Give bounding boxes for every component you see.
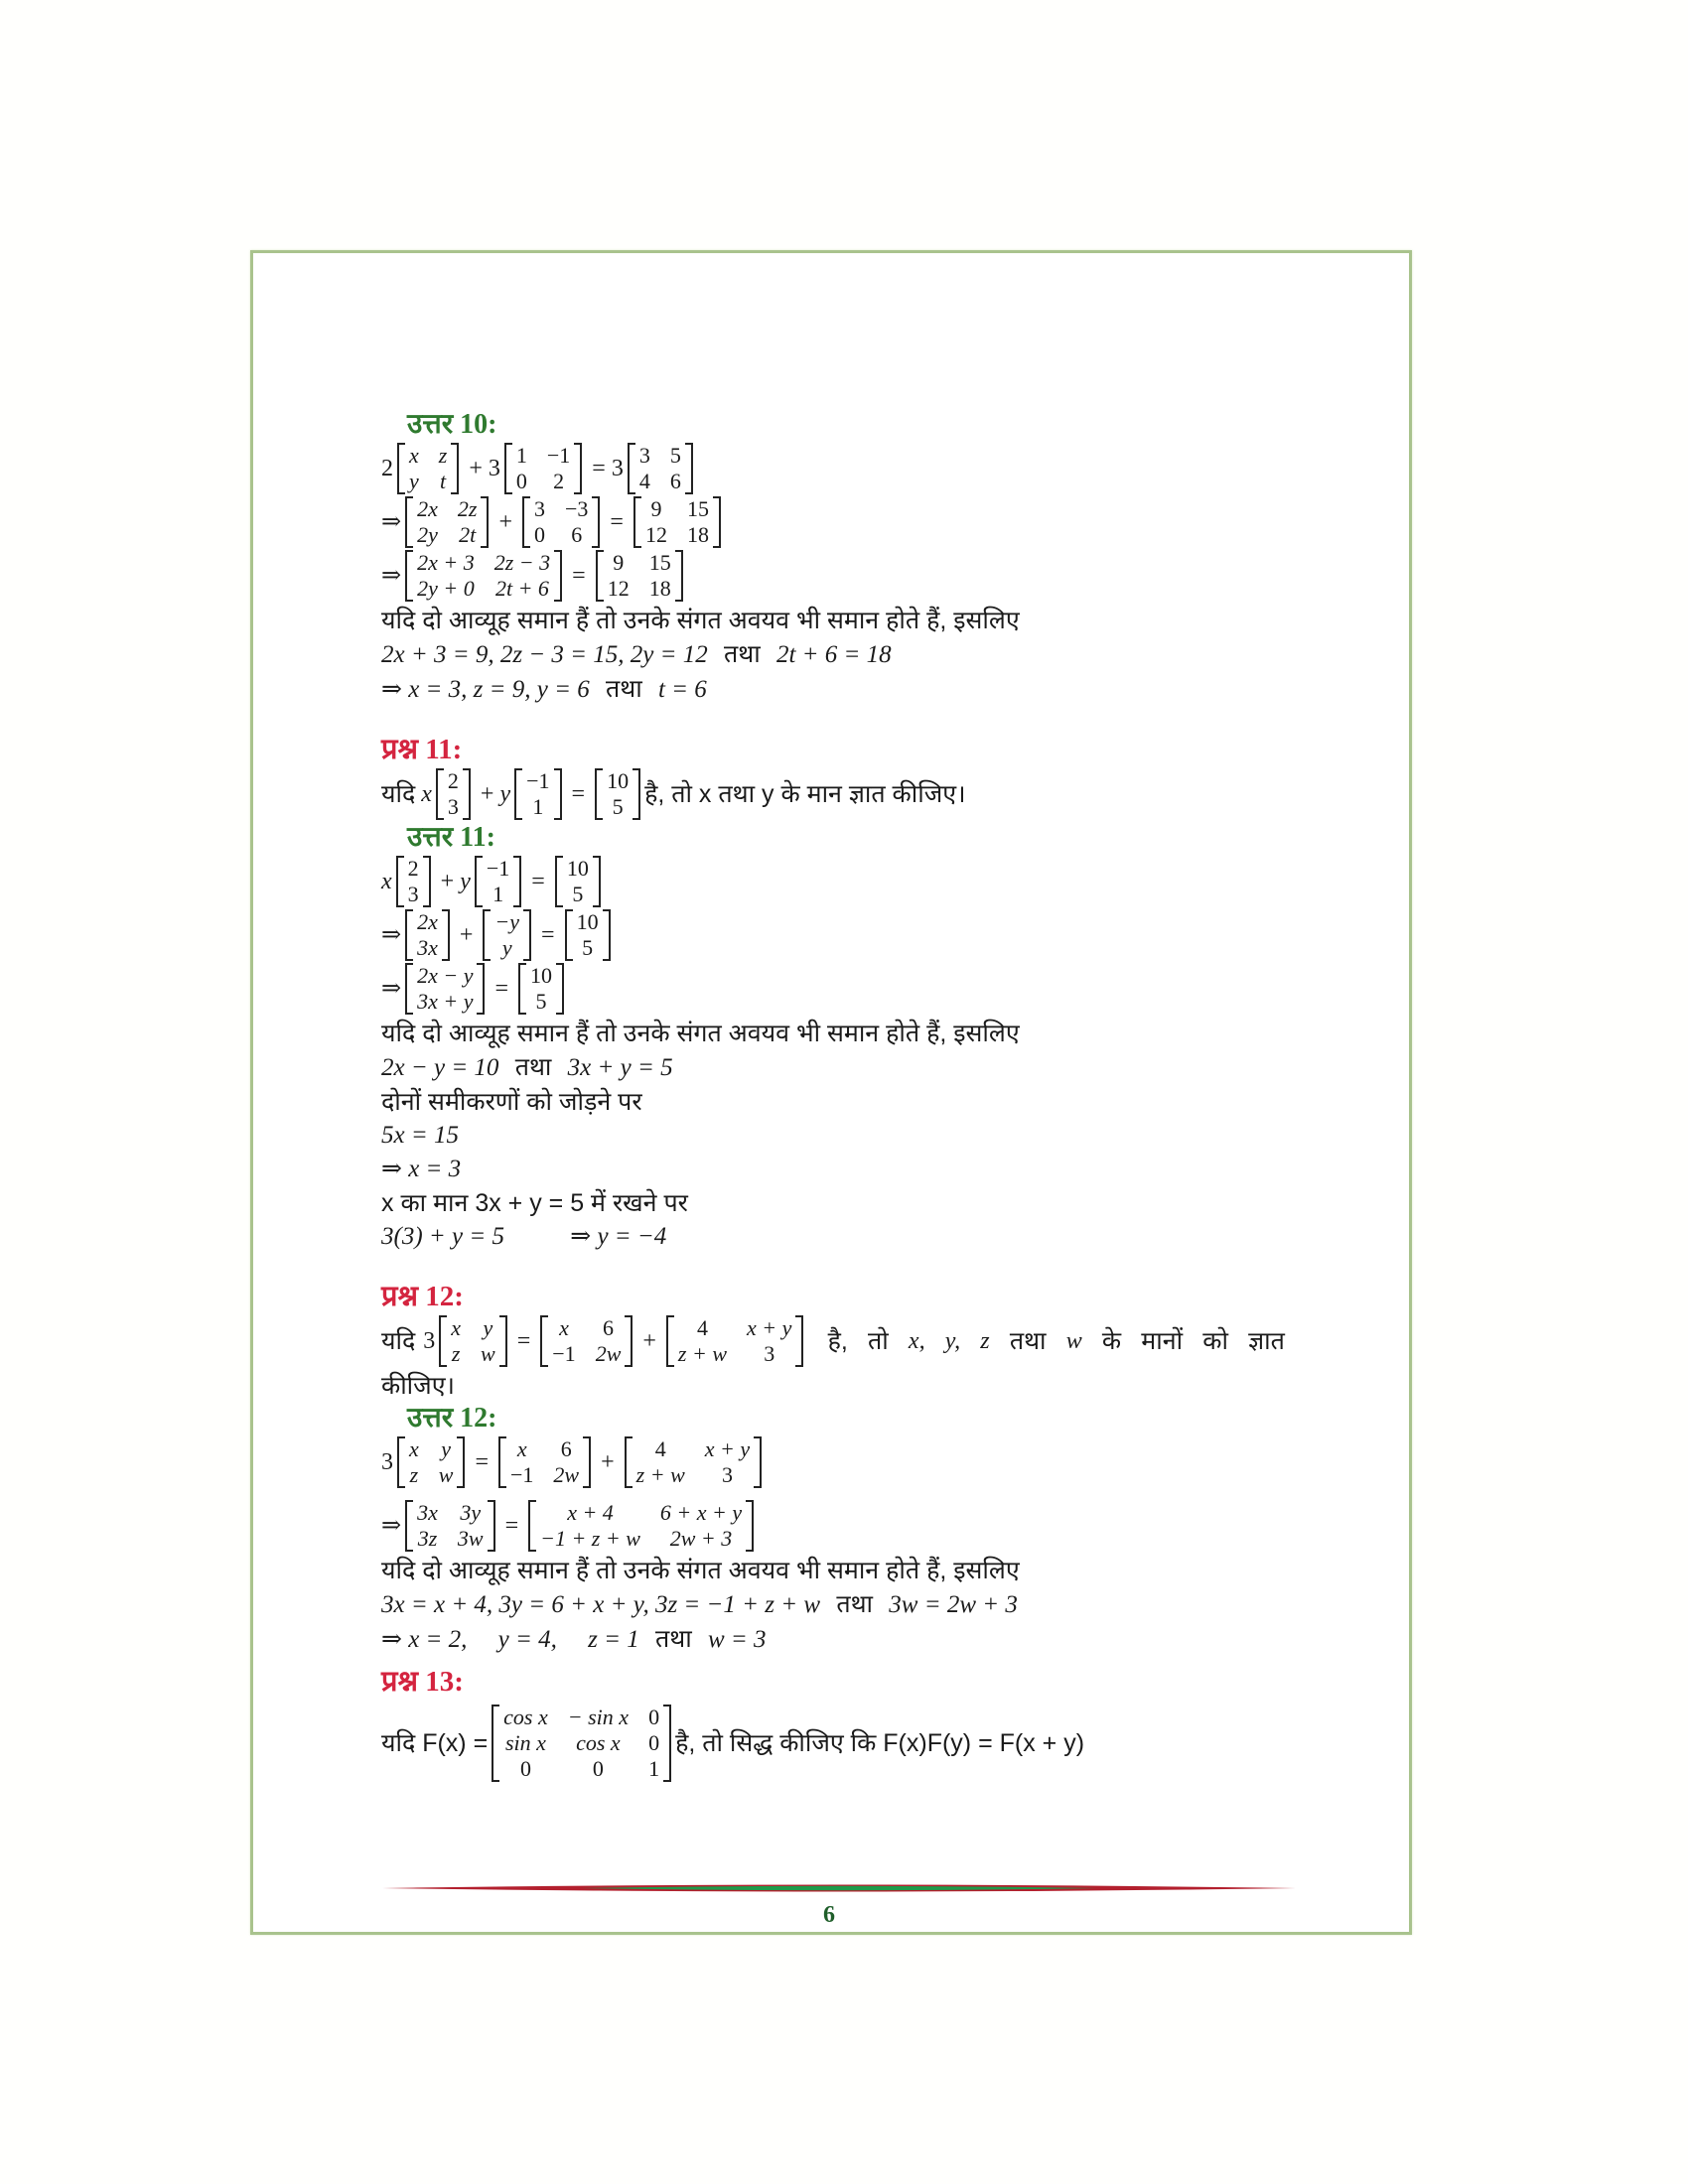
matrix-cell: 18: [648, 576, 671, 601]
matrix-cell: w: [438, 1462, 454, 1487]
equals-sign: =: [531, 869, 545, 894]
matrix-cell: t: [439, 469, 447, 493]
matrix-cell: 6: [603, 1315, 615, 1340]
variable-y: y: [460, 869, 471, 894]
matrix-cell: 2z − 3: [493, 550, 551, 575]
matrix-cell: 4: [638, 469, 650, 493]
result-text: t = 6: [657, 676, 707, 703]
matrix-cell: 4: [654, 1436, 666, 1461]
matrix-cell: x: [409, 443, 419, 468]
matrix-cell: 5: [669, 443, 681, 468]
matrix-cell: y: [441, 1436, 451, 1461]
matrix-cell: 3: [764, 1341, 775, 1366]
matrix-cell: x: [451, 1315, 462, 1340]
equals-sign: =: [475, 1449, 489, 1475]
matrix-cell: 10: [576, 909, 599, 934]
matrix-cell: 0: [592, 1756, 604, 1781]
suffix-word: x,: [908, 1328, 925, 1354]
answer-11: [381, 822, 1275, 1254]
matrix-cell: −1: [546, 443, 571, 468]
and-word: तथा: [514, 1053, 552, 1081]
matrix: [596, 550, 683, 602]
answer-12-result: [381, 1622, 1275, 1657]
matrix-cell: 4: [696, 1315, 708, 1340]
matrix-cell: 10: [566, 856, 589, 881]
answer-11-step-1: [381, 856, 1275, 907]
and-word: तथा: [724, 640, 761, 668]
question-11-text: [381, 768, 1275, 820]
answer-12-step-2: [381, 1500, 1275, 1552]
equals-sign: =: [572, 563, 586, 589]
matrix-cell: 10: [607, 768, 630, 793]
matrix-cell: y: [501, 935, 512, 960]
matrix-cell: x: [409, 1436, 419, 1461]
matrix-cell: 6: [560, 1436, 572, 1461]
matrix-cell: x + 4: [567, 1500, 614, 1525]
matrix-cell: 18: [686, 522, 709, 547]
matrix: [518, 963, 564, 1015]
matrix-cell: 1: [532, 794, 544, 819]
matrix-cell: 3: [638, 443, 650, 468]
suffix-word: तो: [868, 1327, 889, 1355]
coefficient: 3: [423, 1328, 436, 1354]
matrix-cell: 5: [612, 794, 624, 819]
matrix-cell: cos x: [503, 1705, 548, 1729]
matrix: [522, 496, 600, 548]
matrix-cell: − sin x: [567, 1705, 630, 1729]
matrix-cell: 6: [669, 469, 681, 493]
matrix-cell: sin x: [504, 1730, 546, 1755]
matrix-cell: 3: [447, 794, 459, 819]
matrix-cell: 5: [572, 882, 584, 906]
equals-sign: =: [592, 456, 606, 481]
matrix-cell: z: [409, 1462, 419, 1487]
implies-symbol: ⇒: [381, 922, 402, 948]
variable-x: x: [381, 869, 392, 894]
matrix-cell: 2: [447, 768, 459, 793]
matrix-cell: cos x: [576, 1730, 621, 1755]
answer-10-step-1: [381, 443, 1275, 494]
answer-10-result: [381, 672, 1275, 707]
suffix-text: है, तो x तथा y के मान ज्ञात कीजिए।: [644, 780, 966, 808]
matrices-equal-statement: यदि दो आव्यूह समान हैं तो उनके संगत अवयव भी समान होते हैं, इसलिए: [381, 607, 1020, 634]
page-content: [381, 409, 1285, 1784]
prefix-text: यदि F(x) =: [381, 1729, 489, 1757]
matrix-cell: 3: [721, 1462, 733, 1487]
plus-sign: +: [440, 869, 455, 894]
matrix-cell: 3w: [457, 1526, 484, 1551]
matrix: [405, 1500, 494, 1552]
matrix-cell: z: [438, 443, 448, 468]
matrix-cell: w: [481, 1341, 495, 1366]
answer-10-equations: [381, 637, 1275, 672]
matrix-cell: 2y + 0: [417, 576, 475, 601]
matrix-cell: 9: [650, 496, 662, 521]
equation-text: 3x + y = 5: [567, 1054, 673, 1081]
answer-11-step-2: [381, 909, 1275, 961]
matrix-cell: 12: [607, 576, 630, 601]
answer-11-equations: [381, 1050, 1275, 1085]
question-13: [381, 1665, 1275, 1782]
and-word: तथा: [654, 1625, 692, 1653]
coefficient: 2: [381, 456, 393, 481]
variable-x: x: [421, 781, 432, 807]
matrix-cell: 2w: [553, 1462, 580, 1487]
matrix: [565, 909, 611, 961]
matrix: [397, 443, 459, 494]
matrix: [396, 856, 431, 907]
matrix-cell: 12: [644, 522, 667, 547]
matrix-cell: 5: [535, 989, 547, 1014]
answer-11-line-3: [381, 1220, 1275, 1254]
matrix: [436, 768, 471, 820]
equation-text: 3w = 2w + 3: [889, 1591, 1018, 1618]
suffix-word: है,: [827, 1327, 848, 1355]
matrix-cell: −3: [564, 496, 589, 521]
coefficient: 3: [488, 456, 500, 481]
matrix-cell: 0: [533, 522, 545, 547]
matrix-cell: 1: [492, 882, 504, 906]
suffix-word: तथा: [1009, 1327, 1047, 1355]
equals-sign: =: [610, 509, 624, 535]
implies-symbol: ⇒: [381, 563, 402, 589]
matrix-cell: 2w: [595, 1341, 622, 1366]
equation-text: 3x = x + 4, 3y = 6 + x + y, 3z = −1 + z + w: [381, 1591, 821, 1618]
matrix-cell: 3x: [417, 1500, 438, 1525]
matrix-cell: −y: [494, 909, 520, 934]
matrix: [475, 856, 521, 907]
answer-10: [381, 409, 1275, 707]
matrix-cell: 10: [530, 963, 553, 988]
suffix-word: w: [1065, 1328, 1082, 1354]
matrix-cell: 2t: [459, 522, 477, 547]
plus-sign: +: [469, 456, 483, 481]
matrix-cell: −1: [510, 1462, 534, 1487]
suffix-word: ज्ञात: [1248, 1327, 1285, 1355]
matrix: [628, 443, 693, 494]
result-text: ⇒ x = 2, y = 4, z = 1: [381, 1626, 639, 1653]
question-11: [381, 733, 1275, 820]
matrix-cell: 15: [686, 496, 709, 521]
matrix: [492, 1705, 671, 1782]
matrix: [405, 909, 450, 961]
matrix-cell: 5: [582, 935, 594, 960]
answer-11-step-3: [381, 963, 1275, 1015]
suffix-word: के: [1101, 1327, 1122, 1355]
coefficient: 3: [381, 1449, 393, 1475]
result-text: ⇒ y = −4: [570, 1223, 667, 1250]
matrix-cell: z: [451, 1341, 461, 1366]
implies-symbol: ⇒: [381, 1513, 402, 1539]
answer-12-equations: [381, 1587, 1275, 1622]
matrix-cell: 2x: [417, 496, 438, 521]
plus-sign: +: [642, 1328, 656, 1354]
equals-sign: =: [541, 922, 555, 948]
matrix-cell: 2: [407, 856, 419, 881]
prefix-text: यदि: [381, 780, 416, 808]
answer-10-step-2: [381, 496, 1275, 548]
matrix-cell: 9: [613, 550, 625, 575]
matrix-cell: 2t + 6: [494, 576, 549, 601]
matrix-cell: 2w + 3: [669, 1526, 733, 1551]
matrix-cell: 3x: [417, 935, 438, 960]
matrix: [595, 768, 640, 820]
question-13-text: [381, 1705, 1275, 1782]
variable-y: y: [499, 781, 511, 807]
matrix-cell: 2: [553, 469, 565, 493]
plus-sign: +: [601, 1449, 615, 1475]
suffix-word: z: [980, 1328, 990, 1354]
matrix-cell: −1 + z + w: [540, 1526, 640, 1551]
matrix-cell: 2x − y: [417, 963, 474, 988]
matrix-cell: 0: [519, 1756, 531, 1781]
coefficient: 3: [611, 456, 624, 481]
answer-12-step-1: [381, 1436, 1275, 1488]
implies-symbol: ⇒: [381, 509, 402, 535]
and-word: तथा: [605, 675, 642, 703]
and-word: तथा: [836, 1590, 874, 1618]
plus-sign: +: [459, 922, 474, 948]
matrix-cell: z + w: [635, 1462, 685, 1487]
matrix-cell: 0: [515, 469, 527, 493]
answer-10-heading: उत्तर 10:: [407, 409, 497, 440]
equation-text: 2x − y = 10: [381, 1054, 499, 1081]
result-text: ⇒ x = 3, z = 9, y = 6: [381, 676, 590, 703]
matrix-cell: 3: [407, 882, 419, 906]
matrix-cell: −1: [552, 1341, 576, 1366]
matrix: [666, 1315, 803, 1367]
answer-11-line-1: 5x = 15: [381, 1122, 459, 1149]
matrix: [498, 1436, 591, 1488]
matrix: [405, 963, 485, 1015]
equals-sign: =: [571, 781, 586, 807]
question-12-expression: [381, 1315, 807, 1367]
suffix-word: y,: [944, 1328, 961, 1354]
question-13-heading: प्रश्न 13:: [381, 1666, 464, 1698]
equals-sign: =: [504, 1513, 519, 1539]
matrix: [540, 1315, 633, 1367]
matrix: [504, 443, 582, 494]
matrix: [633, 496, 721, 548]
matrices-equal-statement: यदि दो आव्यूह समान हैं तो उनके संगत अवयव भी समान होते हैं, इसलिए: [381, 1020, 1020, 1047]
question-12: [381, 1280, 1285, 1403]
add-equations-text: दोनों समीकरणों को जोड़ने पर: [381, 1088, 642, 1116]
matrices-equal-statement: यदि दो आव्यूह समान हैं तो उनके संगत अवयव भी समान होते हैं, इसलिए: [381, 1557, 1020, 1584]
matrix: [405, 496, 489, 548]
answer-11-line-2: ⇒ x = 3: [381, 1156, 462, 1182]
matrix-cell: y: [483, 1315, 493, 1340]
matrix-cell: 0: [648, 1705, 660, 1729]
equation-text: 3(3) + y = 5: [381, 1223, 504, 1250]
matrix: [555, 856, 601, 907]
matrix-cell: x: [516, 1436, 527, 1461]
matrix-cell: x: [559, 1315, 569, 1340]
question-12-text-line-2: कीजिए।: [381, 1372, 456, 1400]
implies-symbol: ⇒: [381, 976, 402, 1002]
answer-12: [381, 1403, 1275, 1657]
question-11-heading: प्रश्न 11:: [381, 734, 463, 765]
matrix-cell: z + w: [677, 1341, 728, 1366]
matrix-cell: y: [409, 469, 419, 493]
question-12-text: [381, 1315, 1285, 1367]
matrix: [514, 768, 561, 820]
plus-sign: +: [480, 781, 494, 807]
matrix-cell: 0: [648, 1730, 660, 1755]
footer-ornament-line: [382, 1883, 1296, 1893]
matrix: [439, 1315, 506, 1367]
equation-text: 2t + 6 = 18: [775, 641, 892, 668]
suffix-word: मानों: [1141, 1327, 1184, 1355]
matrix-cell: 3z: [417, 1526, 438, 1551]
matrix-cell: 3: [533, 496, 545, 521]
plus-sign: +: [498, 509, 512, 535]
matrix-cell: 15: [648, 550, 671, 575]
matrix: [483, 909, 531, 961]
matrix-cell: 3x + y: [417, 989, 474, 1014]
answer-10-step-3: [381, 550, 1275, 602]
question-12-heading: प्रश्न 12:: [381, 1281, 464, 1312]
answer-12-heading: उत्तर 12:: [407, 1403, 497, 1433]
matrix-cell: x + y: [747, 1315, 792, 1340]
suffix-text: है, तो सिद्ध कीजिए कि F(x)F(y) = F(x + y): [675, 1729, 1085, 1757]
matrix-cell: 1: [515, 443, 527, 468]
matrix-cell: 3y: [460, 1500, 482, 1525]
answer-11-heading: उत्तर 11:: [407, 822, 495, 853]
equals-sign: =: [516, 1328, 531, 1354]
prefix-text: यदि: [381, 1327, 416, 1355]
matrix-cell: 6 + x + y: [659, 1500, 743, 1525]
suffix-word: को: [1202, 1327, 1228, 1355]
result-text: w = 3: [707, 1626, 767, 1653]
matrix-cell: 2y: [417, 522, 438, 547]
equals-sign: =: [494, 976, 509, 1002]
matrix: [625, 1436, 762, 1488]
substitute-text: x का मान 3x + y = 5 में रखने पर: [381, 1189, 688, 1217]
matrix-cell: 6: [571, 522, 583, 547]
matrix: [397, 1436, 465, 1488]
matrix: [405, 550, 562, 602]
matrix: [528, 1500, 754, 1552]
matrix-cell: −1: [486, 856, 510, 881]
equation-text: 2x + 3 = 9, 2z − 3 = 15, 2y = 12: [381, 641, 708, 668]
matrix-cell: 2x: [417, 909, 438, 934]
matrix-cell: 2x + 3: [417, 550, 475, 575]
page-number: 6: [823, 1902, 835, 1928]
matrix-cell: 1: [648, 1756, 660, 1781]
matrix-cell: 2z: [457, 496, 478, 521]
matrix-cell: x + y: [704, 1436, 751, 1461]
matrix-cell: −1: [526, 768, 550, 793]
